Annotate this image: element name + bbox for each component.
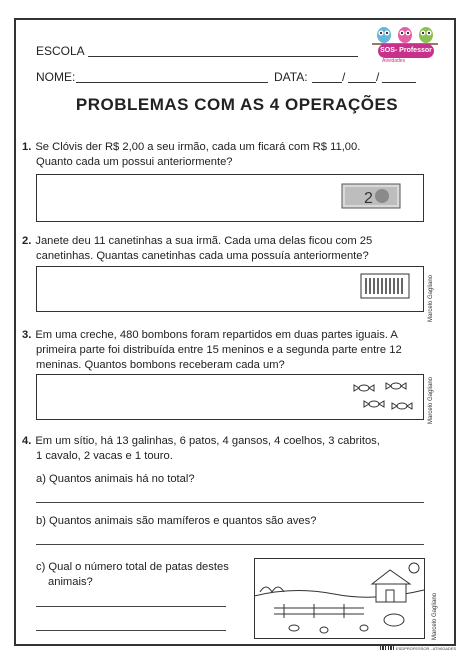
sos-professor-logo [370,22,440,66]
school-label: ESCOLA [36,44,85,58]
question-number: 3. [22,329,32,341]
question-2 [22,234,372,264]
illustration-credit: Marcelo Gagliano [428,376,434,424]
question-text-line: Se Clóvis der R$ 2,00 a seu irmão, cada um ficará com R$ 11,00. [35,141,361,153]
question-1 [22,140,360,170]
banknote-value: 2 [364,190,373,207]
date-separator: / [376,70,380,84]
question-text-line: Em um sítio, há 13 galinhas, 6 patos, 4 gansos, 4 coelhos, 3 cabritos, [35,435,380,447]
logo-text: SOS- Professor [378,44,434,58]
question-number: 1. [22,141,32,153]
page-title: PROBLEMAS COM AS 4 OPERAÇÕES [75,95,399,114]
date-separator: / [342,70,346,84]
answer-line-c2[interactable] [36,630,226,631]
owls-icon [370,22,440,46]
name-field[interactable] [76,82,268,83]
question-4 [22,434,380,464]
question-number: 2. [22,235,32,247]
date-day-field[interactable] [312,82,342,83]
question-number: 4. [22,435,32,447]
question-text-line: 1 cavalo, 2 vacas e 1 touro. [36,450,173,462]
date-month-field[interactable] [348,82,376,83]
question-text-line: canetinhas. Quantas canetinhas cada uma possuía anteriormente? [36,250,369,262]
subquestion-text-line: animais? [48,576,93,588]
subquestion-text-line: c) Qual o número total de patas destes [36,561,229,573]
question-3 [22,328,402,373]
illustration-credit: Marcelo Gagliano [428,274,434,322]
question-text-line: Em uma creche, 480 bombons foram repartidos em duas partes iguais. A [35,329,398,341]
date-year-field[interactable] [382,82,416,83]
candies-icon [352,376,418,418]
name-label: NOME: [36,70,76,84]
illustration-credit: Marcelo Gagliano [432,592,438,640]
subquestion-b: b) Quantos animais são mamíferos e quantos são aves? [36,515,317,527]
question-text-line: Quanto cada um possui anteriormente? [36,156,233,168]
farm-illustration [254,558,426,640]
barcode-icon [380,644,457,654]
answer-line-b[interactable] [36,544,424,545]
banknote-icon [342,184,404,210]
subquestion-a: a) Quantos animais há no total? [36,473,195,485]
answer-line-a[interactable] [36,502,424,503]
date-label: DATA: [274,70,308,84]
subquestion-c [36,560,229,590]
question-text-line: primeira parte foi distribuída entre 15 meninos e a segunda parte entre 12 [36,344,402,356]
footer-code: ESDPROFESSOR - ATIVIDADES [396,646,457,651]
question-text-line: Janete deu 11 canetinhas a sua irmã. Cada uma delas ficou com 25 [35,235,373,247]
logo-subtext: Atividades [382,58,406,64]
answer-line-c1[interactable] [36,606,226,607]
school-field[interactable] [88,56,358,57]
question-text-line: meninas. Quantos bombons receberam cada um? [36,359,285,371]
markers-box-icon [360,270,412,302]
